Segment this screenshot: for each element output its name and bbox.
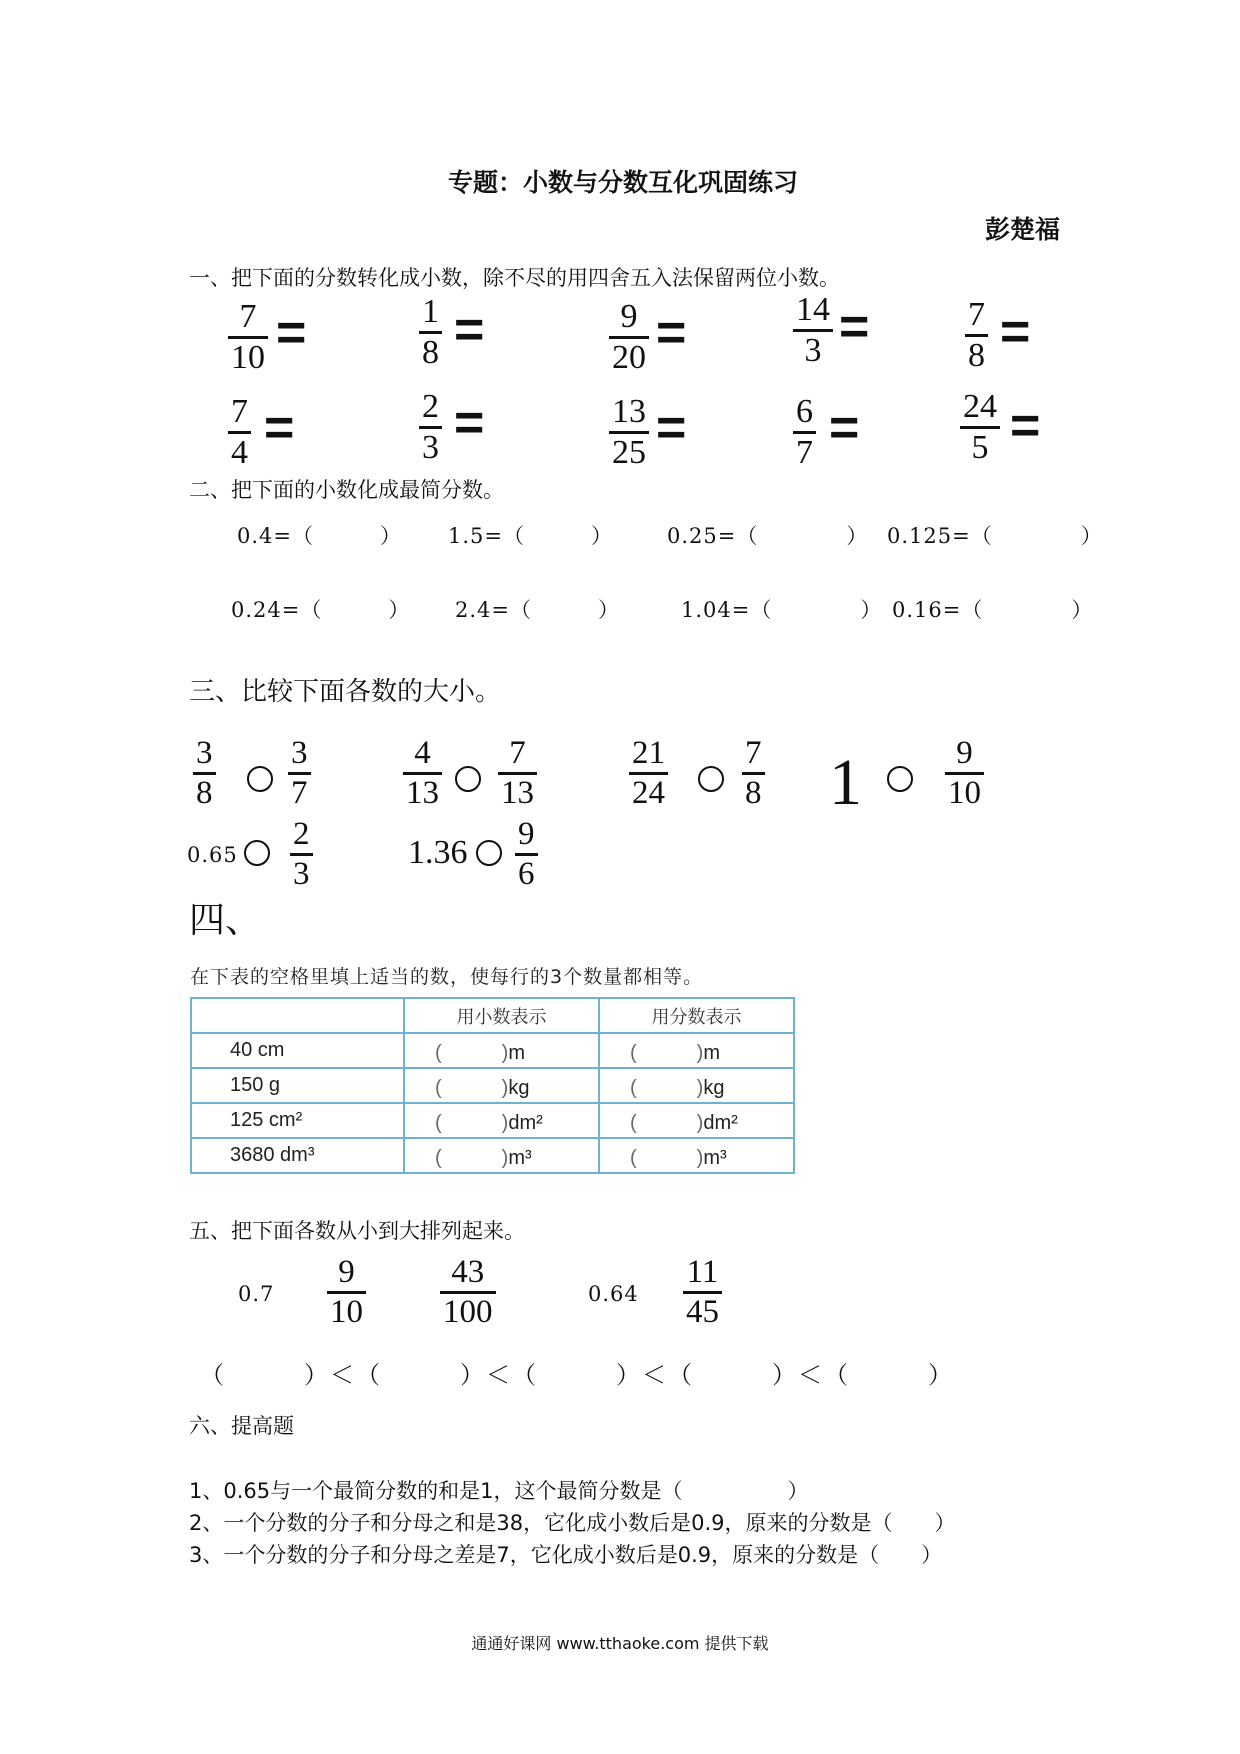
fraction: 7 8 — [742, 737, 765, 810]
fraction: 9 10 — [945, 737, 984, 810]
fraction-answer-cell[interactable]: ( )m³ — [599, 1138, 794, 1173]
fraction: 43 100 — [440, 1256, 496, 1329]
compare-circle[interactable] — [887, 766, 913, 792]
section-4-heading: 四、 — [189, 900, 262, 941]
decimal-answer-cell[interactable]: ( )m³ — [404, 1138, 599, 1173]
fraction-answer-cell[interactable]: ( )kg — [599, 1068, 794, 1103]
conversion-table-block — [190, 962, 795, 1174]
fraction: 6 7 — [793, 395, 816, 470]
fraction: 14 3 — [793, 293, 833, 368]
quantity-cell: 125 cm² — [191, 1103, 404, 1138]
fraction: 9 10 — [327, 1256, 366, 1329]
equals-sign: = — [829, 399, 860, 457]
fraction: 11 45 — [683, 1256, 722, 1329]
table-row — [191, 1138, 794, 1173]
decimal-item: 0.16=（ ） — [892, 598, 1094, 622]
conversion-table — [190, 997, 795, 1174]
decimal-number: 1.36 — [408, 834, 468, 871]
fraction: 7 4 — [228, 395, 251, 470]
fraction: 7 10 — [228, 300, 268, 375]
author-name: 彭楚福 — [985, 215, 1061, 244]
equals-sign: = — [276, 304, 307, 362]
decimal-item: 1.04=（ ） — [681, 598, 883, 622]
decimal-answer-cell[interactable]: ( )dm² — [404, 1103, 599, 1138]
ordering-answer-row[interactable]: （ ）＜（ ）＜（ ）＜（ ）＜（ ） — [200, 1361, 954, 1389]
page-title: 专题：小数与分数互化巩固练习 — [448, 168, 799, 197]
fraction: 3 8 — [193, 737, 216, 810]
fraction: 7 8 — [965, 298, 988, 373]
problem-2: 2、一个分数的分子和分母之和是38，它化成小数后是0.9，原来的分数是（ ） — [189, 1511, 956, 1535]
fraction: 4 13 — [403, 737, 442, 810]
quantity-cell: 40 cm — [191, 1033, 404, 1068]
table-row — [191, 1033, 794, 1068]
quantity-cell: 150 g — [191, 1068, 404, 1103]
decimal-answer-cell[interactable]: ( )kg — [404, 1068, 599, 1103]
decimal-answer-cell[interactable]: ( )m — [404, 1033, 599, 1068]
decimal-item: 0.125=（ ） — [887, 524, 1103, 548]
footer-credit: 通通好课网 www.tthaoke.com 提供下载 — [471, 1634, 769, 1653]
decimal-item: 0.25=（ ） — [667, 524, 869, 548]
compare-circle[interactable] — [247, 766, 273, 792]
decimal-item: 0.24=（ ） — [231, 598, 411, 622]
table-header-row — [191, 998, 794, 1033]
fraction: 7 13 — [498, 737, 537, 810]
fraction-answer-cell[interactable]: ( )dm² — [599, 1103, 794, 1138]
compare-circle[interactable] — [698, 766, 724, 792]
equals-sign: = — [656, 304, 687, 362]
decimal-number: 0.7 — [238, 1282, 275, 1306]
fraction: 13 25 — [609, 395, 649, 470]
table-caption: 在下表的空格里填上适当的数，使每行的3个数量都相等。 — [190, 966, 704, 988]
equals-sign: = — [454, 394, 485, 452]
fraction: 2 3 — [419, 390, 442, 465]
decimal-number: 0.65 — [187, 843, 238, 867]
equals-sign: = — [656, 399, 687, 457]
problem-3: 3、一个分数的分子和分母之差是7，它化成小数后是0.9，原来的分数是（ ） — [189, 1543, 943, 1567]
section-5-heading: 五、把下面各数从小到大排列起来。 — [189, 1219, 525, 1243]
compare-circle[interactable] — [244, 840, 270, 866]
equals-sign: = — [1000, 303, 1031, 361]
fraction-answer-cell[interactable]: ( )m — [599, 1033, 794, 1068]
column-header: 用小数表示 — [404, 998, 599, 1033]
equals-sign: = — [264, 399, 295, 457]
section-6-heading: 六、提高题 — [189, 1414, 294, 1438]
table-row — [191, 1103, 794, 1138]
decimal-number: 0.64 — [588, 1282, 639, 1306]
fraction: 1 8 — [419, 295, 442, 370]
fraction: 9 20 — [609, 300, 649, 375]
decimal-item: 2.4=（ ） — [455, 598, 620, 622]
section-3-heading: 三、比较下面各数的大小。 — [189, 677, 502, 707]
column-header: 用分数表示 — [599, 998, 794, 1033]
section-1-heading: 一、把下面的分数转化成小数，除不尽的用四舍五入法保留两位小数。 — [189, 266, 840, 290]
problem-1: 1、0.65与一个最简分数的和是1，这个最简分数是（ ） — [189, 1479, 809, 1503]
table-row — [191, 1068, 794, 1103]
fraction: 2 3 — [290, 818, 313, 891]
equals-sign: = — [839, 298, 870, 356]
whole-number: 1 — [829, 746, 862, 819]
decimal-item: 1.5=（ ） — [448, 524, 613, 548]
compare-circle[interactable] — [455, 766, 481, 792]
compare-circle[interactable] — [476, 840, 502, 866]
quantity-cell: 3680 dm³ — [191, 1138, 404, 1173]
fraction: 21 24 — [629, 737, 668, 810]
section-2-heading: 二、把下面的小数化成最简分数。 — [189, 478, 504, 502]
equals-sign: = — [1010, 397, 1041, 455]
fraction: 3 7 — [288, 737, 311, 810]
equals-sign: = — [454, 301, 485, 359]
column-header — [191, 998, 404, 1033]
fraction: 9 6 — [515, 818, 538, 891]
decimal-item: 0.4=（ ） — [237, 524, 402, 548]
fraction: 24 5 — [960, 390, 1000, 465]
